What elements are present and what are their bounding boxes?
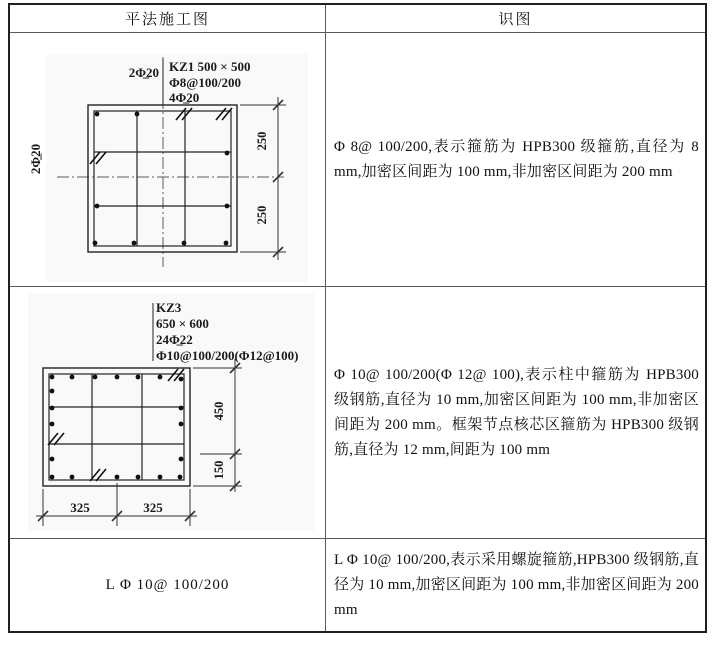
kz1-explanation-cell <box>326 33 705 287</box>
kz3-stirrup-spec: Φ10@100/200(Φ12@100) <box>156 348 299 363</box>
kz3-section-drawing <box>10 287 325 538</box>
kz1-top-bars-label: 2Φ̲20 <box>128 65 159 80</box>
header-label-reading: 识图 <box>498 12 533 28</box>
kz3-dim-450: 450 <box>212 401 226 421</box>
kz1-section-drawing <box>10 33 325 286</box>
kz3-dim-325-left: 325 <box>70 500 90 515</box>
kz3-bars-label: 24Φ̲22 <box>156 332 193 347</box>
kz1-dim-250-bottom: 250 <box>255 205 269 225</box>
kz1-title: KZ1 500 × 500 <box>169 59 251 74</box>
kz1-dim-250-top: 250 <box>255 131 269 151</box>
header-cell-plan-drawing <box>10 5 326 33</box>
kz1-side-bars-label: 4Φ̲20 <box>169 90 200 105</box>
kz1-stirrup-spec: Φ8@100/200 <box>169 75 241 90</box>
kz3-explanation-cell <box>326 287 705 539</box>
spiral-notation-cell <box>10 539 326 631</box>
kz1-drawing-cell <box>10 33 326 287</box>
spiral-notation-text: L Φ 10@ 100/200 <box>105 576 230 593</box>
kz3-explanation-text: Φ 10@ 100/200(Φ 12@ 100),表示柱中箍筋为 HPB300 级钢筋,直径为 10 mm,加密区间距为 100 mm,非加密区间距为 200 mm。框架节点核芯区箍筋为 HPB300 级钢筋,直径为 12 mm,间距为 100 mm <box>334 366 699 458</box>
kz3-drawing-cell <box>10 287 326 539</box>
header-cell-reading <box>326 5 705 33</box>
kz3-dim-325-right: 325 <box>143 500 163 515</box>
rebar-reading-table <box>8 3 707 633</box>
kz1-left-bars-label: 2Φ̲20 <box>28 143 43 175</box>
spiral-explanation-cell <box>326 539 705 631</box>
spiral-explanation-text: L Φ 10@ 100/200,表示采用螺旋箍筋,HPB300 级钢筋,直径为 10 mm,加密区间距为 100 mm,非加密区间距为 200 mm <box>334 551 699 618</box>
kz1-explanation-text: Φ 8@ 100/200,表示箍筋为 HPB300 级箍筋,直径为 8 mm,加密区间距为 100 mm,非加密区间距为 200 mm <box>334 138 699 180</box>
kz3-size-label: 650 × 600 <box>156 316 209 331</box>
kz3-title: KZ3 <box>156 300 182 315</box>
kz3-dim-150: 150 <box>212 460 226 480</box>
header-label-plan-drawing: 平法施工图 <box>124 12 210 28</box>
